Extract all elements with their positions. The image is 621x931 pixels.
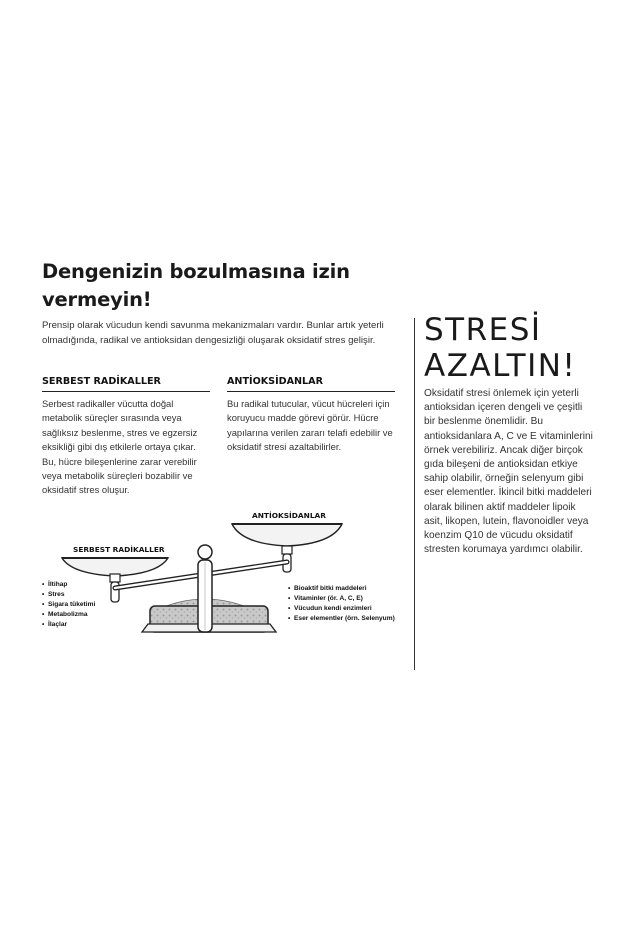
- list-item: • Bioaktif bitki maddeleri: [288, 584, 413, 594]
- antioxidant-sources-list: [288, 584, 413, 624]
- free-radical-sources-list: [42, 580, 132, 630]
- scale-label-antioxidants: ANTİOKSİDANLAR: [252, 511, 326, 520]
- list-item: • Vitaminler (ör. A, C, E): [288, 594, 413, 604]
- headline: Dengenizin bozulmasına izin vermeyin!: [42, 260, 350, 311]
- left-pan: [62, 558, 168, 582]
- antioxidants-heading: ANTİOKSİDANLAR: [227, 376, 395, 392]
- list-item: • İlaçlar: [42, 620, 132, 630]
- sidebar-title-line1: STRESİ: [424, 312, 542, 348]
- intro-text: Prensip olarak vücudun kendi savunma mekanizmaları vardır. Bunlar artık yeterli olmadığında, radikal ve antioksidan dengesizliği oluşarak oksidatif stres gelişir.: [42, 320, 384, 346]
- list-item: • Sigara tüketimi: [42, 600, 132, 610]
- free-radicals-heading: SERBEST RADİKALLER: [42, 376, 210, 392]
- antioxidants-section: [227, 376, 395, 455]
- free-radicals-body: Serbest radikaller vücutta doğal metabolik süreçler sırasında veya sağlıksız beslenme, stres ve egzersiz eksikliği gibi dış etkilerle ortaya çıkar. Bu, hücre bileşenlerine zarar verebilir veya metabolik süreçleri bozabilir ve oksidatif stres oluşur.: [42, 398, 198, 496]
- list-item: • Stres: [42, 590, 132, 600]
- sidebar-title: [424, 312, 614, 384]
- right-pan: [232, 524, 342, 554]
- free-radicals-section: [42, 376, 210, 498]
- list-item: • Metabolizma: [42, 610, 132, 620]
- list-item: • İltihap: [42, 580, 132, 590]
- sidebar-text: Oksidatif stresi önlemek için yeterli antioksidan içeren dengeli ve çeşitli bir beslenme önemlidir. Bu antioksidanlara A, C ve E vitaminlerini örnek verebiliriz. Ancak diğer birçok gıda bileşeni de antioksidan etkiye sahip olabilir, örneğin selenyum gibi eser elementler. İkincil bitki maddeleri olarak bilinen aktif maddeler lipoik asit, likopen, lutein, flavonoidler veya koenzim Q10 de vücudu oksidatif stresten korumaya yardımcı olabilir.: [424, 388, 593, 556]
- list-item: • Vücudun kendi enzimleri: [288, 604, 413, 614]
- vertical-divider: [414, 318, 415, 670]
- list-item: • Eser elementler (örn. Selenyum): [288, 614, 413, 624]
- antioxidants-body: Bu radikal tutucular, vücut hücreleri için koruyucu madde görevi görür. Hücre yapılarına verilen zararı telafi edebilir ve oksidatif stresi azaltabilirler.: [227, 398, 393, 453]
- sidebar-title-line2: AZALTIN!: [424, 348, 577, 384]
- scale-label-free-radicals: SERBEST RADİKALLER: [73, 545, 165, 554]
- scale-pillar: [198, 545, 212, 632]
